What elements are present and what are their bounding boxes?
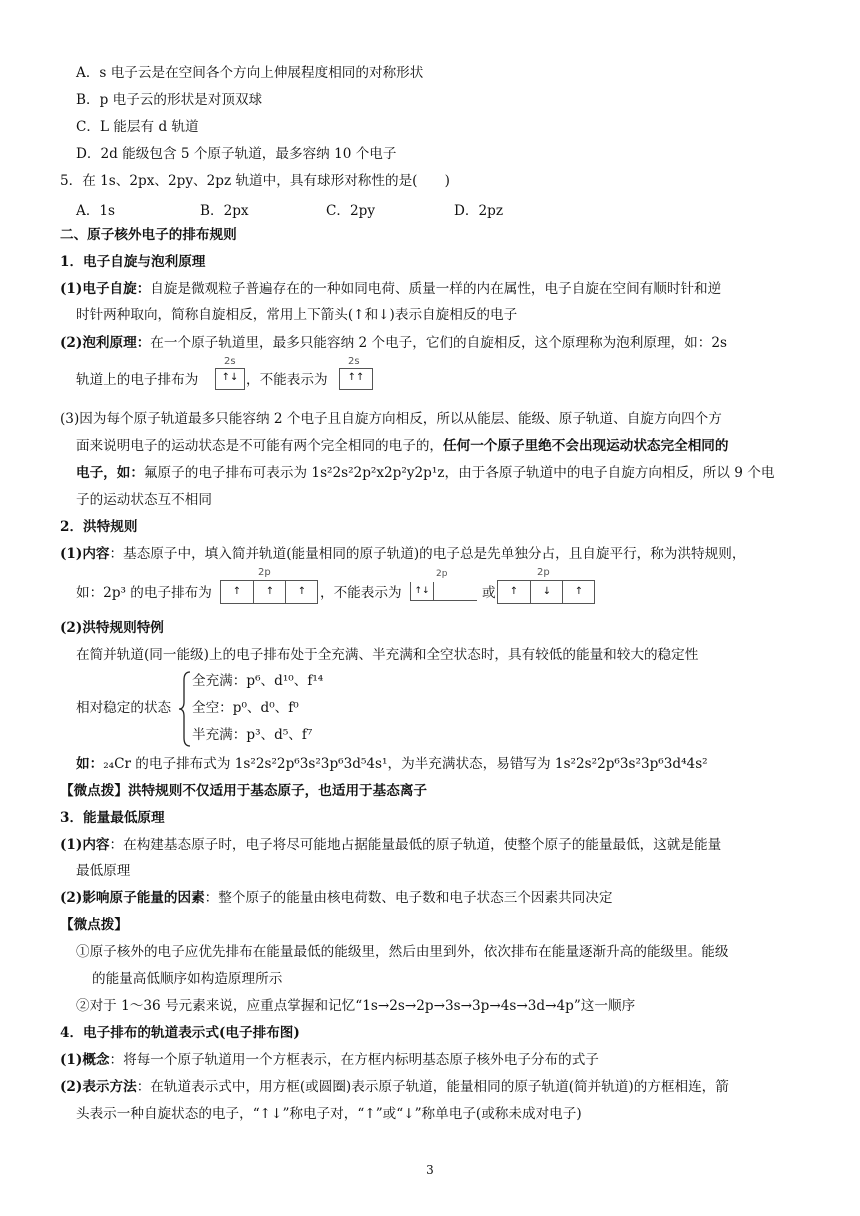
hund-special-heading: (2)洪特规则特例 bbox=[60, 620, 164, 636]
page-number: 3 bbox=[426, 1163, 434, 1177]
q5-option-a: A．1s bbox=[76, 203, 116, 219]
heading-spin-pauli: 1．电子自旋与泡利原理 bbox=[60, 254, 206, 270]
state-empty: 全空：p⁰、d⁰、f⁰ bbox=[192, 700, 299, 716]
orbital-label-2p-wrong2: 2p bbox=[537, 567, 550, 578]
q5-option-c: C．2py bbox=[326, 203, 376, 219]
orbital-box-2p-wrong2 bbox=[497, 580, 595, 604]
spin-text-1: 自旋是微观粒子普遍存在的一种如同电荷、质量一样的内在属性，电子自旋在空间有顺时针和逆 bbox=[150, 281, 722, 297]
pauli-text-1: 在一个原子轨道里，最多只能容纳 2 个电子，它们的自旋相反，这个原理称为泡利原理，如：2s bbox=[150, 335, 727, 351]
q4-option-d: D．2d 能级包含 5 个原子轨道，最多容纳 10 个电子 bbox=[76, 146, 397, 162]
orbital-label-2s-wrong: 2s bbox=[348, 356, 360, 367]
pauli-point3-line4: 子的运动状态互不相同 bbox=[76, 492, 212, 508]
heading-orbital-diagram: 4．电子排布的轨道表示式(电子排布图) bbox=[60, 1025, 300, 1041]
hund-text-2b: ，不能表示为 bbox=[320, 585, 402, 601]
energy-factors-line bbox=[60, 889, 612, 907]
orbital-label-2s-correct: 2s bbox=[224, 356, 236, 367]
pauli-point3-line3b: 氟原子的电子排布可表示为 1s²2s²2p²x2p²y2p¹z，由于各原子轨道中的电子自旋方向相反，所以 9 个电 bbox=[143, 465, 775, 481]
arrow-up-c: ↑ bbox=[562, 581, 595, 603]
min-energy-label: (1)内容 bbox=[60, 837, 110, 853]
concept-text: ：将每一个原子轨道用一个方框表示，在方框内标明基态原子核外电子分布的式子 bbox=[109, 1052, 599, 1068]
state-half: 半充满：p³、d⁵、f⁷ bbox=[192, 727, 313, 743]
arrow-up-2: ↑ bbox=[253, 581, 286, 603]
orbital-arrows-paired: ↑↓ bbox=[411, 582, 434, 600]
arrow-up-3: ↑ bbox=[285, 581, 318, 603]
energy-factors-text: ：整个原子的能量由核电荷数、电子数和电子状态三个因素共同决定 bbox=[204, 890, 613, 906]
method-text-1: ：在轨道表示式中，用方框(或圆圈)表示原子轨道，能量相同的原子轨道(简并轨道)的方框相连，箭 bbox=[136, 1079, 729, 1095]
pauli-point3-line2a: 面来说明电子的运动状态是不可能有两个完全相同的电子的， bbox=[76, 438, 444, 454]
tip-item-1b: 的能量高低顺序如构造原理所示 bbox=[92, 971, 283, 987]
min-energy-text-1: ：在构建基态原子时，电子将尽可能地占据能量最低的原子轨道，使整个原子的能量最低，这就是能量 bbox=[109, 837, 722, 853]
q5-stem: 5．在 1s、2px、2py、2pz 轨道中，具有球形对称性的是( ) bbox=[60, 173, 450, 189]
pauli-point3-line1: (3)因为每个原子轨道最多只能容纳 2 个电子且自旋方向相反，所以从能层、能级、原子轨道、自旋方向四个方 bbox=[60, 411, 722, 427]
arrow-down-b: ↓ bbox=[530, 581, 563, 603]
pauli-label: (2)泡利原理： bbox=[60, 335, 151, 351]
spin-text-2: 时针两种取向，简称自旋相反，常用上下箭头(↑和↓)表示自旋相反的电子 bbox=[76, 307, 518, 323]
pauli-text-2b: ，不能表示为 bbox=[246, 372, 328, 388]
orbital-box-2s-wrong bbox=[339, 368, 373, 390]
hund-special-text: 在简并轨道(同一能级)上的电子排布处于全充满、半充满和全空状态时，具有较低的能量和较大的稳定性 bbox=[76, 647, 699, 663]
pauli-point3-line2b: 任何一个原子里绝不会出现运动状态完全相同的 bbox=[443, 438, 729, 454]
brace-icon bbox=[178, 670, 192, 748]
tip-hund-ions: 【微点拨】洪特规则不仅适用于基态原子，也适用于基态离子 bbox=[60, 783, 428, 799]
concept-label: (1)概念 bbox=[60, 1052, 110, 1068]
method-line1 bbox=[60, 1078, 729, 1096]
min-energy-text-2: 最低原理 bbox=[76, 863, 131, 879]
cr-example bbox=[76, 755, 708, 773]
stable-state-label: 相对稳定的状态 bbox=[76, 700, 172, 716]
hund-content-line1 bbox=[60, 545, 745, 563]
cr-example-text: ₂₄Cr 的电子排布式为 1s²2s²2p⁶3s²3p⁶3d⁵4s¹，为半充满状态，易错写为 1s²2s²2p⁶3s²3p⁶3d⁴4s² bbox=[103, 756, 708, 772]
q5-option-b: B．2px bbox=[200, 203, 249, 219]
orbital-box-2p-correct bbox=[220, 580, 318, 604]
arrow-up-1: ↑ bbox=[232, 586, 242, 597]
section-title: 二、原子核外电子的排布规则 bbox=[60, 227, 237, 243]
orbital-label-2p-correct: 2p bbox=[258, 567, 271, 578]
hund-text-1: ：基态原子中，填入简并轨道(能量相同的原子轨道)的电子总是先单独分占，且自旋平行，称为洪特规则， bbox=[109, 546, 746, 562]
tip-heading: 【微点拨】 bbox=[60, 917, 128, 933]
q4-option-b: B．p 电子云的形状是对顶双球 bbox=[76, 92, 263, 108]
method-label: (2)表示方法 bbox=[60, 1079, 137, 1095]
tip-item-2: ②对于 1～36 号元素来说，应重点掌握和记忆“1s→2s→2p→3s→3p→4s→3d→4p”这一顺序 bbox=[76, 998, 636, 1014]
pauli-text-2a: 轨道上的电子排布为 bbox=[76, 372, 199, 388]
q4-option-c: C．L 能层有 d 轨道 bbox=[76, 119, 199, 135]
arrow-up-a: ↑ bbox=[509, 586, 519, 597]
method-text-2: 头表示一种自旋状态的电子，“↑↓”称电子对，“↑”或“↓”称单电子(或称未成对电子) bbox=[76, 1106, 582, 1122]
orbital-arrows-up-down: ↑↓ bbox=[221, 372, 239, 383]
pauli-point3-line2 bbox=[76, 437, 729, 455]
cr-example-prefix: 如： bbox=[76, 756, 104, 772]
hund-text-2a: 如：2p³ 的电子排布为 bbox=[76, 585, 212, 601]
spin-label: (1)电子自旋： bbox=[60, 281, 151, 297]
pauli-point3-line3a: 电子，如： bbox=[76, 465, 144, 481]
state-full: 全充满：p⁶、d¹⁰、f¹⁴ bbox=[192, 673, 324, 689]
pauli-paragraph-line1 bbox=[60, 334, 727, 352]
energy-factors-label: (2)影响原子能量的因素 bbox=[60, 890, 205, 906]
orbital-arrows-up-up: ↑↑ bbox=[347, 372, 365, 383]
heading-min-energy: 3．能量最低原理 bbox=[60, 810, 165, 826]
heading-hund: 2．洪特规则 bbox=[60, 519, 138, 535]
spin-paragraph-line1 bbox=[60, 280, 721, 298]
concept-line bbox=[60, 1051, 599, 1069]
tip-item-1a: ①原子核外的电子应优先排布在能量最低的能级里，然后由里到外，依次排布在能量逐渐升高的能级里。能级 bbox=[76, 944, 729, 960]
min-energy-line1 bbox=[60, 836, 721, 854]
pauli-point3-line3 bbox=[76, 464, 774, 482]
q4-option-a: A．s 电子云是在空间各个方向上伸展程度相同的对称形状 bbox=[76, 65, 424, 81]
orbital-box-2p-wrong1 bbox=[410, 582, 477, 601]
q5-option-d: D．2pz bbox=[454, 203, 504, 219]
hund-label: (1)内容 bbox=[60, 546, 110, 562]
orbital-label-2p-wrong1: 2p bbox=[436, 569, 448, 579]
orbital-box-2s-correct bbox=[215, 368, 245, 390]
hund-text-2c: 或 bbox=[482, 585, 496, 601]
